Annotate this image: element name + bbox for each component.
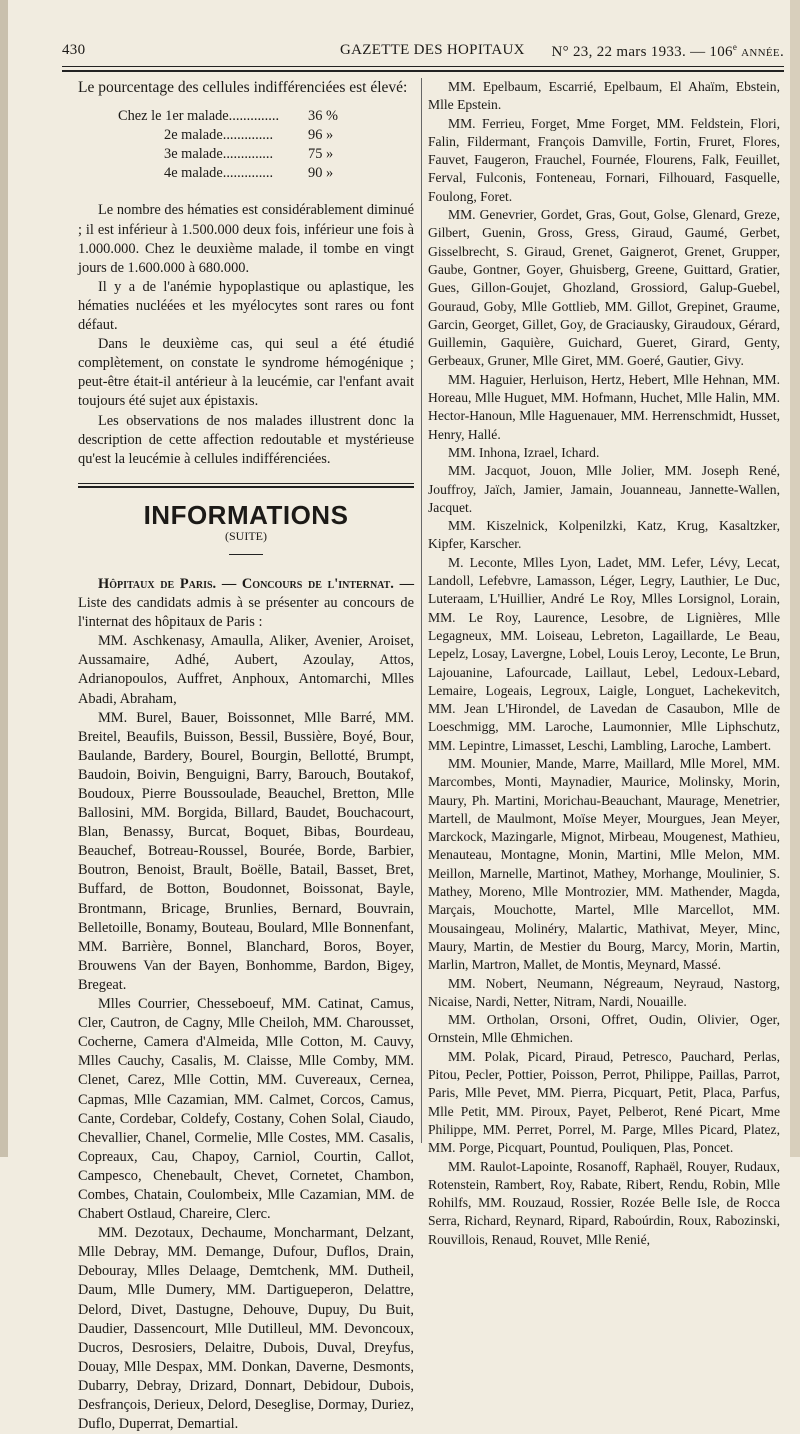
column-separator [421, 78, 422, 1143]
name-list-d: MM. Dezotaux, Dechaume, Moncharmant, Delzant, Mlle Debray, MM. Demange, Dufour, Duflos, Drain, Debouray, Mlles Delaage, Demtchenk, MM. Dutheil, Daum, Mlle Dumery, MM. Dartigueperon, Delattre, Delord, Divet, Dastugne, Dehouve, Dupuy, Du Buit, Daudier, Dassencourt, Mlle Dutilleul, MM. Devoncoux, Ducros, Desrosiers, Delaitre, Dubois, Duval, Dreyfus, Douay, Mlle Despax, MM. Donkan, Daverne, Desmonts, Dubarry, Debray, Drizard, Donnart, Debidour, Dubois, Desfrançois, Derieux, Delord, Deseglise, Dormay, Duriez, Duflo, Duperrat, Demartial. [78, 1225, 414, 1433]
paragraph: Les observations de nos malades illustrent donc la description de cette affection redoutable et mystérieuse qu'est la leucémie à cellules indifférenciées. [78, 412, 414, 467]
intro-text: Le pourcentage des cellules indifférenciées est élevé: [78, 79, 408, 96]
name-list-a: MM. Aschkenasy, Amaulla, Aliker, Avenier, Aroiset, Aussamaire, Adhé, Aubert, Azoulay, Attos, Adrianopoulos, Auffret, Anphoux, Antomarchi, Mlles Abadi, Abraham, [78, 633, 414, 707]
name-list-b: MM. Burel, Bauer, Boissonnet, Mlle Barré, MM. Breitel, Beaufils, Buisson, Bessil, Bussière, Boyé, Bour, Baulande, Bardery, Bourel, Bourgin, Bellotté, Brumpt, Baudoin, Boivin, Benguigni, Barry, Barouch, Boutakof, Boudoux, Pierre Boussoulade, Beauchel, Bretton, Mlle Ballosini, MM. Borgida, Billard, Baudet, Bouchacourt, Blan, Benassy, Burcat, Boquet, Bibas, Bourdeau, Beauchef, Botreau-Roussel, Bourée, Borde, Barbier, Boutron, Benoist, Brault, Boëlle, Batail, Basset, Bret, Buffard, de Botton, Boudonnet, Boissonat, Bayle, Brontmann, Bricage, Brunlies, Bernard, Bouvrain, Belletoille, Bonamy, Bouteau, Boulard, Mlle Bonnenfant, MM. Barrière, Bonnel, Blanchard, Boros, Boyer, Brouwens Van der Bayen, Bonhomme, Bardon, Bigey, Bregeat. [78, 709, 414, 993]
name-list-n: MM. Nobert, Neumann, Négreaum, Neyraud, Nastorg, Nicaise, Nardi, Netter, Nitram, Nardi, Nouaille. [428, 975, 780, 1009]
table-row: Chez le 1er malade.............. 36 % [118, 108, 338, 125]
name-list-e: MM. Epelbaum, Escarrié, Epelbaum, El Ahaïm, Ebstein, Mlle Epstein. [428, 79, 780, 113]
name-list-l: M. Leconte, Mlles Lyon, Ladet, MM. Lefer, Lévy, Lecat, Landoll, Lefebvre, Lamasson, Léger, Legry, Lauthier, Le Duc, Luteraam, L'Huillier, André Le Roy, Mlles Lorsignol, Lorain, MM. Le Roy, Laurence, Lesobre, de Lignières, Mlle Legagneux, MM. Loiseau, Lebreton, Lagaillarde, Le Beau, Lepelz, Losay, Lavergne, Lobel, Louis Leroy, Leconte, Le Brun, Lajouanine, Lafourcade, Laillaut, Lebel, Ledoux-Lebard, Lemaire, Logeais, Legroux, Laigle, Longuet, Lachekevitch, MM. Jean L'Hirondel, de Lavedan de Casaubon, Mlle de Loeschmigg, MM. Laroche, Laumonnier, Mlle Liphschutz, MM. Lepintre, Limasset, Leschi, Lambling, Laroche, Lambert. [428, 554, 780, 753]
name-list-i: MM. Inhona, Izrael, Ichard. [448, 444, 600, 460]
name-list-k: MM. Kiszelnick, Kolpenilzki, Katz, Krug, Kasaltzker, Kipfer, Karscher. [428, 518, 780, 552]
page-number: 430 [62, 42, 86, 58]
page-edge-right [790, 0, 800, 1157]
name-list-f: MM. Ferrieu, Forget, Mme Forget, MM. Feldstein, Flori, Falin, Fildermant, François Damville, Fortin, Fruret, Flores, Fauvet, Faugeron, Frauchel, Fournée, Flourens, Falk, Feuillet, Ferval, Fulconis, Fonteneau, Fornari, Filhouard, Fasquelle, Foulong, Foret. [428, 115, 780, 204]
header-rule [62, 66, 784, 67]
name-list-m: MM. Mounier, Mande, Marre, Maillard, Mlle Morel, MM. Marcombes, Monti, Maynadier, Maurice, Molinsky, Morin, Maury, Ph. Martini, Morichau-Beauchant, Maurage, Menetrier, Martell, de Maulmont, Moïse Meyer, Mourgues, Jean Meyer, Marckock, Mazingarle, Mignot, Mirbeau, Mougenest, Mathieu, Menauteau, Montagne, Monin, Martini, Mlle Melon, MM. Meillon, Marnelle, Martinot, Mathey, Morhange, Moulinier, S. Mathey, Moreno, Mlle Montrozier, MM. Mathender, Magda, Marçais, Mouchotte, Martel, Mlle Marcellot, MM. Mousaingeau, Molinéry, Malartic, Mathivat, Meyer, Minc, Maury, Martin, de Mestier du Bourg, Marcy, Morin, Martin, Marlin, Martron, Mallet, de Montis, Meynard, Massé. [428, 755, 780, 973]
paragraph: Il y a de l'anémie hypoplastique ou aplastique, les hématies nucléées et les myélocytes sont rares ou font défaut. [78, 278, 414, 334]
table-row: 4e malade.............. 90 » [164, 165, 334, 182]
name-list-r: MM. Raulot-Lapointe, Rosanoff, Raphaël, Rouyer, Rudaux, Rotenstein, Rambert, Roy, Rabate, Ribert, Rendu, Robin, Mlle Rohilfs, MM. Rouzaud, Rossier, Rozée Belle Isle, de Rocca Serra, Richard, Reynard, Ripard, Raboúrdin, Roux, Rabozinski, Rouvillois, Renaud, Rouvet, Mlle Renié, [428, 1158, 780, 1247]
issue-date: N° 23, 22 mars 1933. — 106 [551, 44, 733, 60]
section-intro [78, 575, 414, 632]
issue-annee: année. [737, 44, 784, 60]
percentage-table [118, 107, 358, 183]
issue-info [552, 42, 784, 61]
section-subheading: (SUITE) [225, 528, 267, 543]
right-column [428, 78, 780, 1249]
running-header [60, 40, 784, 66]
name-list-g: MM. Genevrier, Gordet, Gras, Gout, Golse, Glenard, Greze, Gilbert, Guenin, Gross, Gress, Giraud, Gaumé, Gerbet, Gisselbrecht, S. Giraud, Grenet, Gaignerot, Grenet, Grupper, Gaube, Gontner, Goyer, Ghuisberg, Greene, Guittard, Gratier, Gues, Gillon-Goujet, Ghozland, Grossiord, Galup-Guebel, Gouraud, Goby, Mlle Gottlieb, MM. Gillot, Grepinet, Graume, Garcin, Georget, Gillet, Goy, de Graciausky, Giraudoux, Gérard, Guillemin, Gaquière, Guichard, Gueret, Girard, Genty, Gerbeaux, Gruner, Mlle Giret, MM. Goeré, Gautier, Givy. [428, 207, 780, 369]
header-rule-thick [62, 70, 784, 72]
section-rule [78, 483, 414, 484]
name-list-j: MM. Jacquot, Jouon, Mlle Jolier, MM. Joseph René, Jouffroy, Jaïch, Jamier, Jamain, Jouanneau, Jannette-Wallen, Jacquet. [428, 463, 780, 515]
name-list-c: Mlles Courrier, Chesseboeuf, MM. Catinat, Camus, Cler, Cautron, de Cagny, Mlle Cheiloh, MM. Charousset, Cocherne, Camera d'Almeida, Mlle Cotton, M. Cauvy, Mlles Cauchy, Casalis, M. Claisse, Mlle Comby, MM. Clenet, Carez, Mlle Cottin, MM. Cuvereaux, Cernea, Capmas, Mlle Cazamian, MM. Calmet, Corcos, Camus, Cante, Cordebar, Coldefy, Costany, Cohen Solal, Ciaudo, Chevallier, Chanel, Cormelie, Mlle Costes, MM. Casalis, Copreaux, Cau, Chapoy, Carniol, Courtin, Callot, Campesco, Chenebault, Chevet, Cornetet, Chambon, Combes, Chatain, Coulombeix, Mlle Cazamian, MM. de Chabert Ostlaud, Chareire, Clerc. [78, 996, 414, 1223]
journal-title: GAZETTE DES HOPITAUX [340, 42, 525, 58]
left-column [78, 78, 414, 1434]
page-edge-left [0, 0, 8, 1157]
name-list-h: MM. Haguier, Herluison, Hertz, Hebert, Mlle Hehnan, MM. Horeau, Mlle Huguet, MM. Hofmann, Huchet, Mlle Halin, MM. Hector-Hanoun, Mlle Haguenauer, MM. Herrenschmidt, Husset, Henry, Hallé. [428, 371, 780, 442]
section-heading: INFORMATIONS [143, 499, 349, 530]
short-rule [229, 554, 263, 555]
paragraph: Le nombre des hématies est considérablement diminué ; il est inférieur à 1.500.000 deux fois, inférieur une fois à 1.000.000. Chez le deuxième malade, il tombe en vingt jours de 1.600.000 à 680.000. [78, 202, 414, 276]
section-label: Hôpitaux de Paris. — Concours de l'internat. — [98, 575, 414, 592]
name-list-o: MM. Ortholan, Orsoni, Offret, Oudin, Olivier, Oger, Ornstein, Mlle Œhmichen. [428, 1012, 780, 1046]
paragraph: Dans le deuxième cas, qui seul a été étudié complètement, on constate le syndrome hémogénique ; peut-être était-il antérieur à la leucémie, car l'enfant avait toujours été sujet aux épistaxis. [78, 336, 414, 410]
section-rule-thick [78, 486, 414, 488]
table-row: 3e malade.............. 75 » [164, 146, 334, 163]
issue-sup: e [732, 42, 738, 52]
table-row: 2e malade.............. 96 » [164, 127, 334, 144]
name-list-p: MM. Polak, Picard, Piraud, Petresco, Pauchard, Perlas, Pitou, Pecler, Pottier, Poisson, Perrot, Philippe, Paillas, Parrot, Paris, Mlle Pevet, MM. Pierra, Picquart, Petit, Placa, Parfus, Mlle Petit, MM. Piroux, Payet, Pelberot, René Picart, Mme Philippe, MM. Perret, Porrel, M. Parge, Mlles Picard, Platez, MM. Porge, Picquart, Pountud, Pouliquen, Plas, Poncet. [428, 1048, 780, 1156]
section-text: Liste des candidats admis à se présenter au concours de l'internat des hôpitaux de Paris : [78, 595, 414, 631]
